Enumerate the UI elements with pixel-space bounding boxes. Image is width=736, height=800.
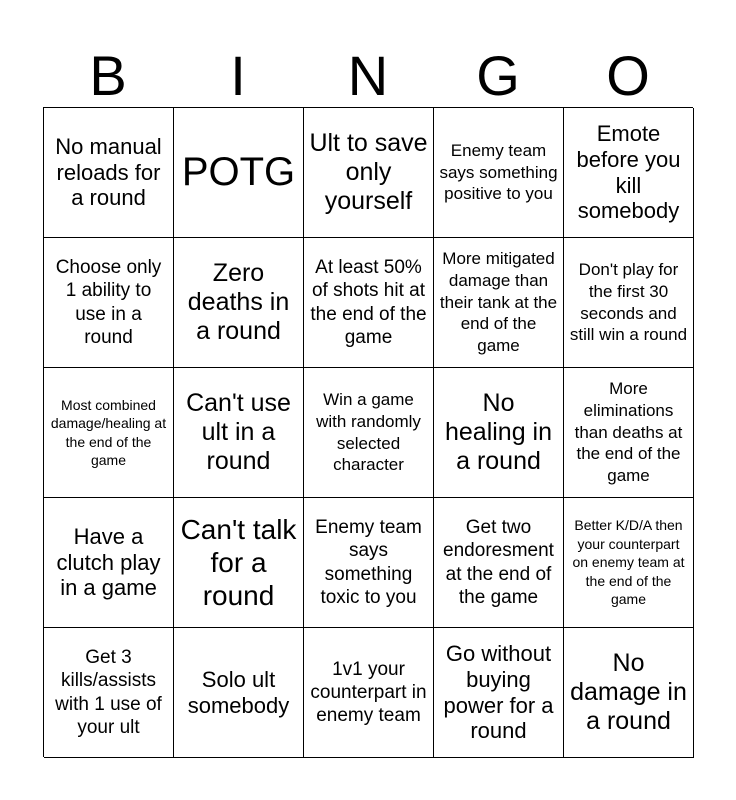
bingo-cell-text: 1v1 your counterpart in enemy team <box>310 658 427 727</box>
bingo-cell-text: No damage in a round <box>570 649 687 735</box>
bingo-cell[interactable] <box>44 628 174 758</box>
bingo-cell-text: At least 50% of shots hit at the end of the game <box>310 257 427 348</box>
bingo-cell-text: Enemy team says something positive to you <box>439 140 558 204</box>
bingo-cell-text: Enemy team says something toxic to you <box>315 517 422 608</box>
bingo-cell[interactable] <box>304 498 434 628</box>
bingo-cell[interactable] <box>434 368 564 498</box>
bingo-cell[interactable] <box>174 368 304 498</box>
bingo-cell-text: Solo ult somebody <box>187 666 290 718</box>
header-letter-g: G <box>476 44 520 107</box>
bingo-cell[interactable] <box>174 108 304 238</box>
bingo-cell[interactable] <box>434 628 564 758</box>
bingo-board <box>43 107 693 757</box>
bingo-cell[interactable] <box>174 498 304 628</box>
bingo-cell[interactable] <box>174 238 304 368</box>
bingo-cell[interactable] <box>44 238 174 368</box>
header-letter-n: N <box>347 44 389 107</box>
bingo-cell[interactable] <box>564 628 694 758</box>
bingo-cell-text: POTG <box>181 150 296 195</box>
bingo-cell-text: Go without buying power for a round <box>443 640 554 744</box>
bingo-cell-text: Don't play for the first 30 seconds and still win a round <box>569 260 688 345</box>
bingo-header <box>43 44 693 108</box>
bingo-cell[interactable] <box>304 238 434 368</box>
bingo-cell-text: Better K/D/A then your counterpart on enemy team at the end of the game <box>572 517 685 608</box>
bingo-cell[interactable] <box>564 108 694 238</box>
bingo-cell-text: Emote before you kill somebody <box>576 120 681 224</box>
bingo-cell-text: Get 3 kills/assists with 1 use of your ult <box>55 647 162 738</box>
bingo-cell-text: Ult to save only yourself <box>309 129 428 215</box>
bingo-cell[interactable] <box>304 368 434 498</box>
bingo-cell-text: Have a clutch play in a game <box>56 523 161 601</box>
bingo-cell[interactable] <box>44 498 174 628</box>
bingo-cell[interactable] <box>434 498 564 628</box>
bingo-cell-text: Get two endoresment at the end of the game <box>443 517 554 608</box>
bingo-cell-text: Win a game with randomly selected character <box>316 390 421 475</box>
bingo-cell-text: Most combined damage/healing at the end of the game <box>50 396 167 468</box>
header-letter-o: O <box>606 44 650 107</box>
bingo-cell[interactable] <box>564 498 694 628</box>
bingo-cell-text: Choose only 1 ability to use in a round <box>55 257 162 348</box>
bingo-cell[interactable] <box>174 628 304 758</box>
bingo-cell[interactable] <box>434 108 564 238</box>
bingo-cell[interactable] <box>44 108 174 238</box>
bingo-cell-text: Zero deaths in a round <box>187 259 290 345</box>
bingo-cell-text: No healing in a round <box>444 389 553 475</box>
bingo-cell-text: More mitigated damage than their tank at the end of the game <box>439 249 558 356</box>
bingo-cell-text: More eliminations than deaths at the end of the game <box>574 379 683 486</box>
header-letter-b: B <box>89 44 127 107</box>
bingo-cell[interactable] <box>44 368 174 498</box>
bingo-cell[interactable] <box>564 368 694 498</box>
bingo-cell-text: Can't talk for a round <box>180 513 297 612</box>
bingo-cell-text: Can't use ult in a round <box>186 389 291 475</box>
bingo-cell[interactable] <box>564 238 694 368</box>
bingo-cell[interactable] <box>304 108 434 238</box>
bingo-cell-text: No manual reloads for a round <box>55 133 162 211</box>
bingo-cell[interactable] <box>434 238 564 368</box>
bingo-cell[interactable] <box>304 628 434 758</box>
header-letter-i: I <box>230 44 246 107</box>
